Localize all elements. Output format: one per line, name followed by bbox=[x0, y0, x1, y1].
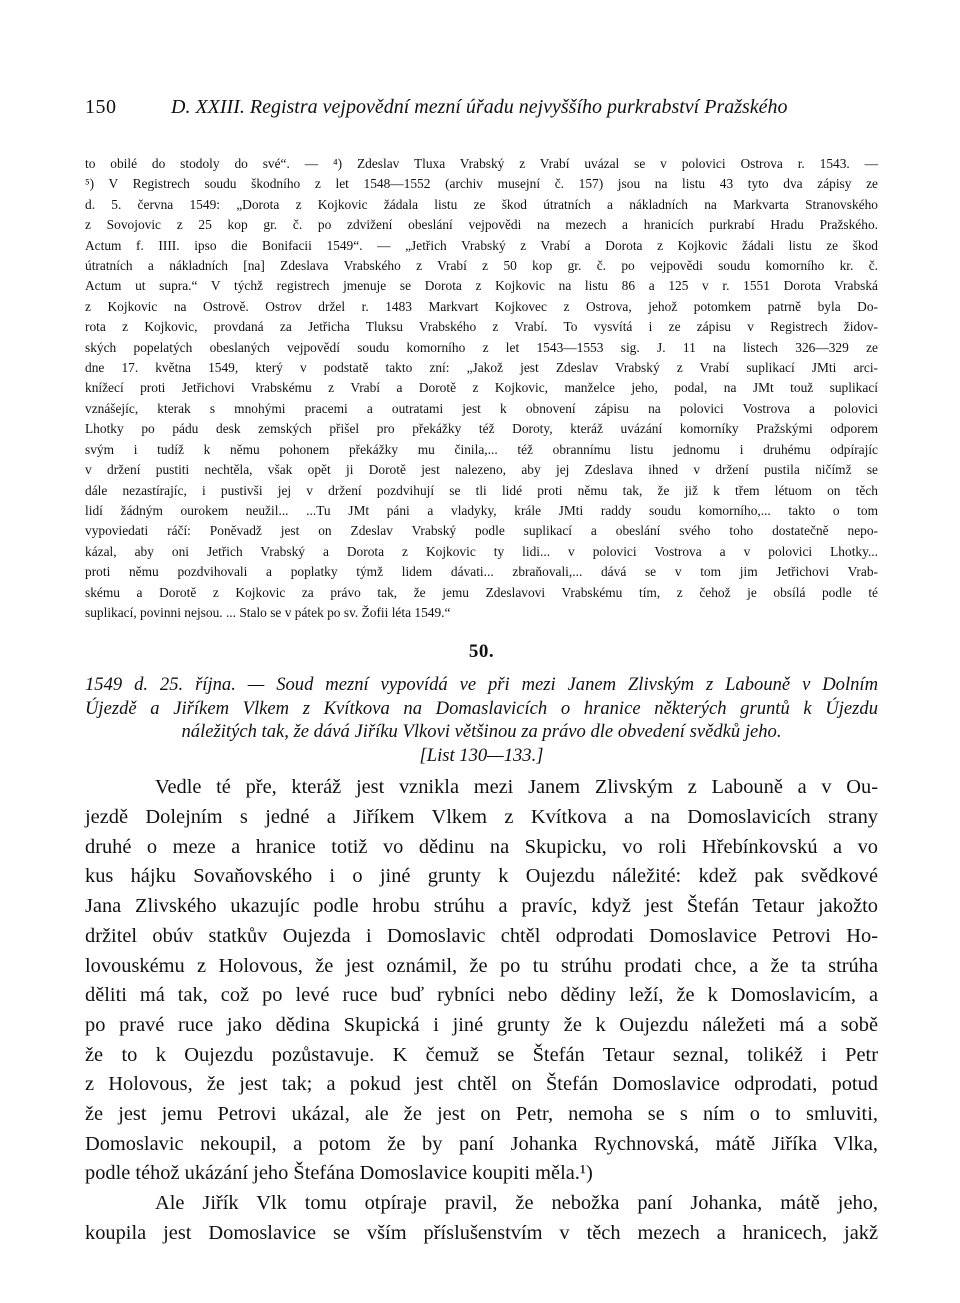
body-line: že jest jemu Petrovi ukázal, ale že jest on Petr, nemoha se s ním o to smluviti, bbox=[85, 1103, 878, 1126]
body-text-block bbox=[85, 773, 878, 1248]
footnote-line: dne 17. května 1549, který v podstatě takto zní: „Jakož jest Zdeslav Vrabský z Vrabí suplikací JMti arci- bbox=[85, 360, 878, 376]
body-line: Domoslavic nekoupil, a potom že by paní Johanka Rychnovská, mátě Jiříka Vlka, bbox=[85, 1132, 878, 1155]
folio-reference: [List 130—133.] bbox=[419, 744, 544, 766]
page-number: 150 bbox=[85, 96, 117, 118]
footnote-line: rota z Kojkovic, provdaná za Jetřicha Tluksu Vrabského z Vrabí. To vysvítá i ze zápisu v Registrech židov- bbox=[85, 319, 878, 335]
body-line: lovouskému z Holovous, že jest oznámil, že po tu strúhu prodati chce, a že ta strúha bbox=[85, 954, 878, 977]
body-line: koupila jest Domoslavice se vším příslušenstvím v těch mezech a hranicech, jakž bbox=[85, 1221, 878, 1244]
document-page bbox=[85, 96, 878, 1249]
footnote-line: proti němu pozdvihovali a poplatky týmž lidem dávati... zbraňovali,... dává se v tom jim Jetřichovi Vrab- bbox=[85, 564, 878, 580]
running-title: D. XXIII. Registra vejpovědní mezní úřadu nejvyššího purkrabství Pražského bbox=[171, 96, 788, 118]
body-line: držitel obúv statkův Oujezda i Domoslavic chtěl odprodati Domoslavice Petrovi Ho- bbox=[85, 924, 878, 947]
body-line: z Holovous, že jest tak; a pokud jest chtěl on Štefán Domoslavice odprodati, potud bbox=[85, 1073, 878, 1096]
footnote-line: d. 5. června 1549: „Dorota z Kojkovic žádala listu ze škod útratních a nákladních na Markvarta Stranovského bbox=[85, 196, 878, 212]
body-line: jezdě Dolejním s jedné a Jiříkem Vlkem z Kvítkova a na Domoslavicích strany bbox=[85, 806, 878, 829]
footnote-line: útratních a nákladních [na] Zdeslava Vrabského z Vrabí z 50 kop gr. č. po vejpovědi soudu komorního kr. č. bbox=[85, 258, 878, 274]
footnote-line: svým i tudíž k němu pohonem překážky mu činila,... též obrannímu listu jednomu i druhému odpírajíc bbox=[85, 441, 878, 457]
footnote-line: z Kojkovic na Ostrově. Ostrov držel r. 1483 Markvart Kojkovec z Ostrova, jehož potomkem patrně byla Do- bbox=[85, 298, 878, 314]
regest-line: náležitých tak, že dává Jiříku Vlkovi většinou za právo dle obvedení svědků jeho. bbox=[181, 721, 782, 743]
body-line: podle téhož ukázání jeho Štefána Domoslavice koupiti měla.¹) bbox=[85, 1162, 593, 1185]
footnote-line: Actum f. IIII. ipso die Bonifacii 1549“. — „Jetřich Vrabský z Vrabí a Dorota z Kojkovic žádali listu ze škod bbox=[85, 237, 878, 253]
body-line: Vedle té pře, kteráž jest vznikla mezi Janem Zlivským z Labouně a v Ou- bbox=[155, 776, 878, 799]
footnote-line: v držení pustiti nechtěla, však opět ji Dorotě jest nalezeno, aby jej Zdeslava ihned v držení pustila ničímž se bbox=[85, 462, 878, 478]
body-line: kus hájku Sovaňovského i o jiné grunty k Oujezdu náležité: kdež pak svědkové bbox=[85, 865, 878, 888]
footnotes-block bbox=[85, 154, 878, 623]
regest-block bbox=[85, 673, 878, 767]
footnote-line: skému a Dorotě z Kojkovic za právo tak, že jemu Zdeslavovi Vrabskému tím, z čehož je obsílá podle té bbox=[85, 584, 878, 600]
document-number: 50. bbox=[468, 641, 495, 663]
footnote-line: lidí žádným ourokem neužil... ...Tu JMt páni a vladyky, krále JMti raddy soudu komorního,... takto o tom bbox=[85, 502, 878, 518]
footnote-line: ských popelatých obeslaných vejpovědí soudu komorního z let 1543—1553 sig. J. 11 na listech 326—329 ze bbox=[85, 339, 878, 355]
footnote-line: vypoviedati ráčí: Poněvadž jest on Zdeslav Vrabský podle suplikací a obeslání svého toho dostatečně nepo- bbox=[85, 523, 878, 539]
body-line: že to k Oujezdu pozůstavuje. K čemuž se Štefán Tetaur seznal, tolikéž i Petr bbox=[85, 1043, 878, 1066]
regest-line: Újezdě a Jiříkem Vlkem z Kvítkova na Domaslavicích o hranice některých gruntů k Újezdu bbox=[85, 697, 878, 719]
regest-line: 1549 d. 25. října. — Soud mezní vypovídá ve při mezi Janem Zlivským z Labouně v Dolním bbox=[85, 674, 878, 696]
footnote-line: dále nezastírajíc, i pustivši jej v držení pozdvihují se tli lidé proti němu tak, že již k třem létuom on těch bbox=[85, 482, 878, 498]
footnote-line: knížecí proti Jetřichovi Vrabskému z Vrabí a Dorotě z Kojkovic, manželce jeho, podal, na JMt touž suplikací bbox=[85, 380, 878, 396]
body-line: děliti má tak, což po levé ruce buď rybníci nebo dědiny leží, že k Domoslavicím, a bbox=[85, 984, 878, 1007]
footnote-line: Lhotky po pádu desk zemských přišel pro překážky též Doroty, kteráž uvázání komorníky Pražskými odporem bbox=[85, 421, 878, 437]
footnote-line: Actum ut supra.“ V týchž registrech jmenuje se Dorota z Kojkovic na listu 86 a 125 v r. 1551 Dorota Vrabská bbox=[85, 278, 878, 294]
body-line: Ale Jiřík Vlk tomu otpíraje pravil, že nebožka paní Johanka, mátě jeho, bbox=[155, 1192, 878, 1215]
footnote-line: suplikací, povinni nejsou. ... Stalo se v pátek po sv. Žofii léta 1549.“ bbox=[85, 604, 451, 620]
footnote-line: kázal, aby oni Jetřich Vrabský a Dorota z Kojkovic ty lidi... v polovici Vostrova a v polovici Lhotky... bbox=[85, 543, 878, 559]
body-line: po pravé ruce jako dědina Skupická i jiné grunty že k Oujezdu náležeti má a sobě bbox=[85, 1013, 878, 1036]
footnote-line: z Sovojovic z 25 kop gr. č. po zdvižení obeslání vejpovědi na mezech a hranicích purkrabí Hradu Pražského. bbox=[85, 217, 878, 233]
body-line: Jana Zlivského ukazujíc podle hrobu strúhu a pravíc, když jest Štefán Tetaur jakožto bbox=[85, 895, 878, 918]
footnote-line: to obilé do stodoly do své“. — ⁴) Zdeslav Tluxa Vrabský z Vrabí uvázal se v polovici Ostrova r. 1543. — bbox=[85, 156, 878, 171]
footnote-line: vznášejíc, kterak s mnohými pracemi a outratami jest k obnovení zápisu na polovici Vostrova a polovici bbox=[85, 400, 878, 416]
body-line: druhé o meze a hranice totiž vo dědinu na Skupicku, vo roli Hřebínkovskú a vo bbox=[85, 835, 878, 858]
footnote-line: ⁵) V Registrech soudu škodního z let 1548—1552 (archiv musejní č. 157) jsou na listu 43 tyto dva zápisy ze bbox=[85, 176, 878, 192]
running-head bbox=[85, 96, 878, 126]
